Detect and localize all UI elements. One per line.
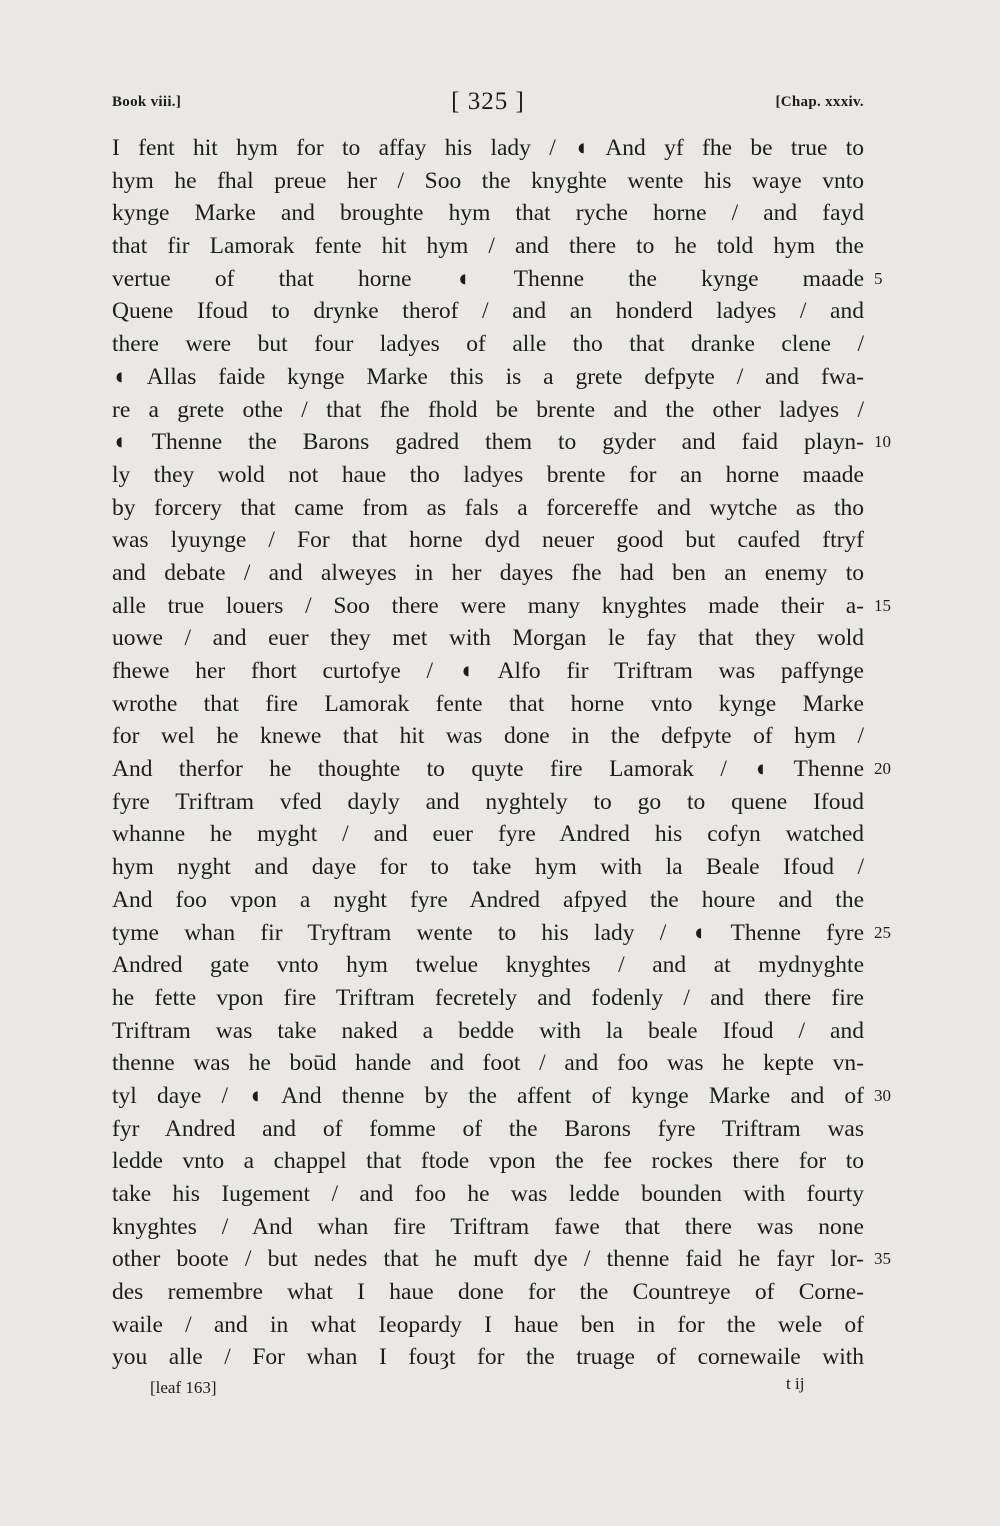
text-line [112,1211,864,1244]
text-line [112,1015,864,1048]
line-text: ◖ Thenne the Barons gadred them to gyder and faid playn- [112,429,864,456]
line-text: ly they wold not haue tho ladyes brente for an horne maade [112,461,864,488]
text-line [112,688,864,721]
line-text: fyr Andred and of fomme of the Barons fyre Triftram was [112,1115,864,1142]
text-line [112,720,864,753]
text-line [112,132,864,165]
line-text: alle true louers / Soo there were many knyghtes made their a- [112,592,864,619]
line-text: knyghtes / And whan fire Triftram fawe that there was none [112,1213,864,1240]
line-text: take his Iugement / and foo he was ledde bounden with fourty [112,1181,864,1207]
text-line [112,753,891,786]
text-line [112,786,864,819]
line-text: hym he fhal preue her / Soo the knyghte wente his waye vnto [112,167,864,194]
line-number: 35 [874,1249,891,1269]
line-text: des remembre what I haue done for the Countreye of Corne- [112,1279,864,1306]
line-number: 5 [874,268,883,288]
text-line [112,459,864,492]
text-line [112,197,864,230]
line-text: whanne he myght / and euer fyre Andred his cofyn watched [112,821,864,848]
text-line [112,1341,864,1374]
line-text: other boote / but nedes that he muft dye / thenne faid he fayr lor- [112,1246,864,1273]
text-line [112,982,864,1015]
line-text: uowe / and euer they met with Morgan le fay that they wold [112,625,864,652]
text-line [112,394,864,427]
line-text: ledde vnto a chappel that ftode vpon the fee rockes there for to [112,1148,864,1175]
text-line [112,622,864,655]
line-text: there were but four ladyes of alle tho that dranke clene / [112,331,864,358]
line-text: and debate / and alweyes in her dayes fhe had ben an enemy to [112,559,864,586]
text-body [112,132,891,1374]
text-line [112,1309,864,1342]
text-line [112,263,883,296]
text-line [112,295,864,328]
line-text: you alle / For whan I fouȝt for the truage of cornewaile with [112,1344,864,1371]
line-text: fhewe her fhort curtofye / ◖ Alfo fir Triftram was paffynge [112,658,864,684]
line-number: 30 [874,1085,891,1105]
text-line [112,851,864,884]
line-text: waile / and in what Ieopardy I haue ben in for the wele of [112,1311,864,1338]
line-text: vertue of that horne ◖ Thenne the kynge maade [112,265,864,292]
line-text: tyme whan fir Tryftram wente to his lady / ◖ Thenne fyre [112,919,864,946]
text-line [112,557,864,590]
book-label: Book viii.] [112,94,182,110]
line-text: was lyuynge / For that horne dyd neuer good but caufed ftryf [112,527,864,554]
line-number: 10 [874,432,891,452]
text-line [112,230,864,263]
chapter-label: [Chap. xxxiv. [775,94,864,110]
line-text: re a grete othe / that fhe fhold be brente and the other ladyes / [112,396,864,423]
text-line [112,1276,864,1309]
line-number: 20 [874,759,891,779]
line-number: 25 [874,922,891,942]
text-line [112,165,864,198]
line-text: for wel he knewe that hit was done in the defpyte of hym / [112,723,864,750]
text-line [112,1047,864,1080]
text-line [112,1080,891,1113]
line-text: hym nyght and daye for to take hym with la Beale Ifoud / [112,854,864,881]
text-line [112,1178,864,1211]
line-text: wrothe that fire Lamorak fente that horne vnto kynge Marke [112,690,864,717]
line-text: fyre Triftram vfed dayly and nyghtely to go to quene Ifoud [112,788,864,815]
text-line [112,492,864,525]
line-text: And therfor he thoughte to quyte fire Lamorak / ◖ Thenne [112,756,864,783]
text-line [112,1145,864,1178]
leaf-note: [leaf 163] [150,1378,217,1397]
running-header [112,88,864,122]
text-line [112,361,864,394]
line-text: And foo vpon a nyght fyre Andred afpyed the houre and the [112,886,864,913]
line-text: tyl daye / ◖ And thenne by the affent of kynge Marke and of [112,1082,864,1109]
line-text: he fette vpon fire Triftram fecretely and fodenly / and there fire [112,984,864,1011]
line-number: 15 [874,595,891,615]
line-text: Andred gate vnto hym twelue knyghtes / and at mydnyghte [112,952,864,979]
line-text: by forcery that came from as fals a forcereffe and wytche as tho [112,494,864,521]
text-line [112,426,891,459]
text-line [112,818,864,851]
line-text: that fir Lamorak fente hit hym / and there to he told hym the [112,233,864,260]
signature-mark: t ij [786,1374,805,1393]
line-text: Quene Ifoud to drynke therof / and an honderd ladyes / and [112,298,864,325]
text-line [112,1113,864,1146]
page-number: [ 325 ] [451,88,525,115]
text-line [112,590,891,623]
text-line [112,328,864,361]
line-text: kynge Marke and broughte hym that ryche horne / and fayd [112,200,864,227]
text-line [112,524,864,557]
text-line [112,1243,891,1276]
line-text: I fent hit hym for to affay his lady / ◖ And yf fhe be true to [112,135,864,161]
text-line [112,655,864,688]
text-line [112,949,864,982]
line-text: Triftram was take naked a bedde with la beale Ifoud / and [112,1017,864,1044]
text-line [112,884,864,917]
line-text: thenne was he boūd hande and foot / and foo was he kepte vn- [112,1050,864,1077]
text-line [112,917,891,950]
line-text: ◖ Allas faide kynge Marke this is a grete defpyte / and fwa- [112,363,864,390]
